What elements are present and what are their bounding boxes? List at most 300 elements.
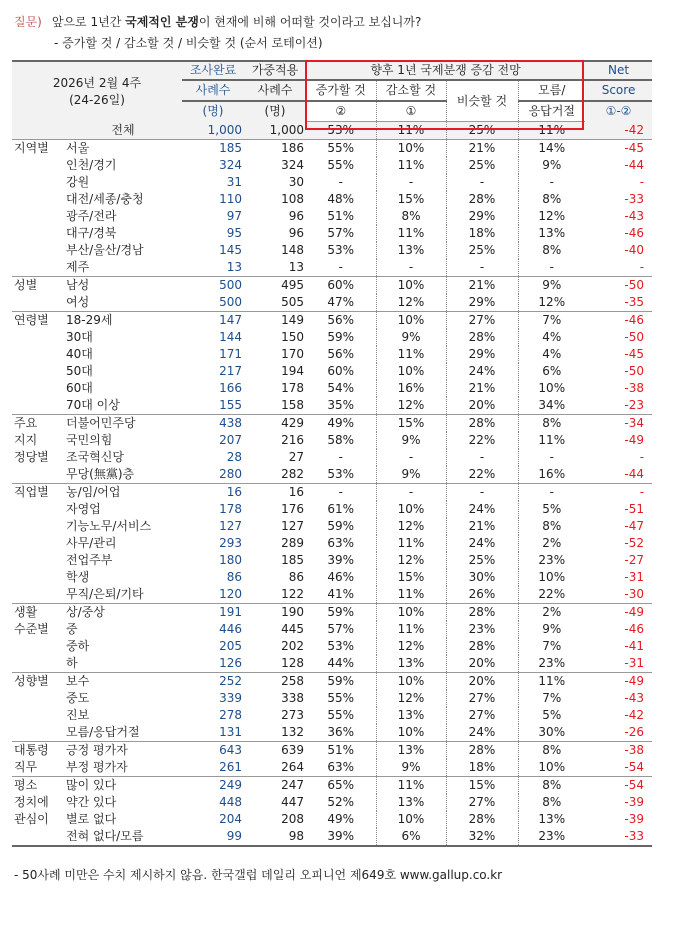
row-group: 대통령 (12, 742, 64, 760)
row-group: 직무 (14, 760, 38, 774)
table-row (12, 397, 652, 415)
row-net: -42 (624, 708, 645, 722)
row-decrease: 12% (376, 552, 446, 569)
row-dk: 7% (518, 690, 585, 707)
row-group (12, 586, 64, 604)
row-dk: 34% (518, 397, 585, 415)
row-decrease: 10% (376, 724, 446, 742)
row-same: 21% (446, 140, 518, 158)
row-group (12, 157, 64, 174)
row-subgroup: 부정 평가자 (66, 760, 128, 774)
row-increase: 41% (327, 587, 355, 601)
row-decrease: 13% (376, 794, 446, 811)
row-decrease: 15% (376, 569, 446, 586)
row-net: -39 (624, 795, 645, 809)
row-subgroup: 제주 (66, 260, 90, 274)
row-net: -40 (624, 243, 645, 257)
row-sample: 643 (182, 742, 244, 760)
row-group: 주요 (12, 415, 64, 433)
row-dk: 23% (518, 828, 585, 845)
row-dk: 14% (518, 140, 585, 158)
row-sample: 500 (182, 277, 244, 295)
row-decrease: 12% (376, 638, 446, 655)
row-weighted: 127 (281, 519, 304, 533)
row-group (12, 397, 64, 415)
row-decrease: 10% (376, 604, 446, 622)
header-date-cell (12, 61, 182, 122)
row-weighted: 282 (281, 467, 304, 481)
row-sample: 438 (182, 415, 244, 433)
table-row (12, 638, 652, 655)
row-increase: 56% (306, 312, 376, 330)
header-decrease-mark: ① (376, 101, 446, 122)
header-decrease: 감소할 것 (376, 80, 446, 101)
row-weighted: 216 (281, 433, 304, 447)
row-same: 15% (446, 777, 518, 795)
row-subgroup: 중 (66, 622, 78, 636)
row-net: -44 (624, 158, 645, 172)
row-subgroup: 대전/세종/충청 (66, 192, 144, 206)
row-group (12, 466, 64, 484)
row-increase: 53% (306, 122, 376, 140)
row-increase: 51% (306, 742, 376, 760)
row-decrease: 12% (376, 397, 446, 415)
row-subgroup: 보수 (64, 673, 182, 691)
header-sample-1: 조사완료 (182, 61, 244, 80)
row-net: -38 (585, 742, 652, 760)
row-sample: 28 (226, 450, 242, 464)
row-subgroup: 사무/관리 (66, 536, 117, 550)
row-net: -45 (585, 140, 652, 158)
row-same: 30% (446, 569, 518, 586)
row-dk: 10% (518, 759, 585, 777)
row-sample: 155 (219, 398, 242, 412)
row-subgroup: 하 (66, 656, 78, 670)
row-decrease: 13% (376, 655, 446, 673)
row-increase: 59% (306, 673, 376, 691)
row-decrease: 16% (376, 380, 446, 397)
row-decrease: 12% (376, 690, 446, 707)
row-group (12, 828, 64, 845)
row-increase: 49% (327, 812, 355, 826)
row-increase: 39% (327, 829, 355, 843)
row-net: - (639, 175, 645, 189)
row-sample: 145 (219, 243, 242, 257)
row-group: 직업별 (12, 484, 64, 502)
row-decrease: 11% (376, 225, 446, 242)
row-increase: 35% (327, 398, 355, 412)
row-increase: 55% (306, 140, 376, 158)
row-decrease: 10% (376, 811, 446, 828)
row-decrease: - (376, 174, 446, 191)
row-weighted: 264 (281, 760, 304, 774)
row-decrease: 15% (376, 415, 446, 433)
row-sample: 249 (182, 777, 244, 795)
row-increase: 65% (306, 777, 376, 795)
row-decrease: 12% (376, 518, 446, 535)
row-net: -54 (624, 760, 645, 774)
row-weighted: 338 (281, 691, 304, 705)
table-row (12, 174, 652, 191)
table-row (12, 140, 652, 158)
row-group (12, 294, 64, 312)
row-decrease: 11% (376, 122, 446, 140)
row-dk: 23% (518, 655, 585, 673)
table-row (12, 415, 652, 433)
row-dk: 9% (518, 621, 585, 638)
header-weight-2: 사례수 (244, 80, 306, 101)
row-same: 24% (446, 724, 518, 742)
row-subgroup: 자영업 (66, 502, 101, 516)
row-net: -46 (585, 312, 652, 330)
row-weighted: 30 (288, 175, 304, 189)
row-weighted: 132 (281, 725, 304, 739)
row-weighted: 122 (281, 587, 304, 601)
row-dk: 30% (518, 724, 585, 742)
row-group: 정당별 (14, 450, 49, 464)
row-group (12, 724, 64, 742)
header-dk: 모름/ (518, 80, 585, 101)
header-dk-2: 응답거절 (518, 101, 585, 122)
row-increase: 55% (327, 158, 355, 172)
row-same: 25% (446, 157, 518, 174)
row-dk: 11% (518, 673, 585, 691)
row-weighted: 247 (244, 777, 306, 795)
table-row (12, 484, 652, 502)
row-same: 23% (446, 621, 518, 638)
row-decrease: 13% (376, 742, 446, 760)
header-weight-1: 가중적용 (244, 61, 306, 80)
row-weighted: 27 (288, 450, 304, 464)
row-decrease: 10% (376, 501, 446, 518)
row-net: -49 (585, 673, 652, 691)
row-group (12, 638, 64, 655)
row-sample: 446 (219, 622, 242, 636)
row-group (12, 174, 64, 191)
table-row (12, 157, 652, 174)
row-sample: 280 (219, 467, 242, 481)
question-line-1 (14, 12, 421, 33)
row-net: -50 (624, 330, 645, 344)
table-row (12, 811, 652, 828)
row-increase: 53% (327, 639, 355, 653)
row-group: 연령별 (12, 312, 64, 330)
row-same: 28% (446, 415, 518, 433)
row-subgroup: 무당(無黨)층 (66, 467, 135, 481)
row-same: - (446, 484, 518, 502)
row-increase: - (338, 175, 343, 189)
row-subgroup: 중하 (66, 639, 90, 653)
table-row (12, 363, 652, 380)
row-decrease: 6% (376, 828, 446, 845)
row-dk: 10% (518, 569, 585, 586)
row-dk: 8% (518, 777, 585, 795)
row-increase: 49% (306, 415, 376, 433)
header-net-3: ①-② (585, 101, 652, 122)
row-increase: 59% (327, 330, 355, 344)
row-sample: 110 (219, 192, 242, 206)
row-sample: 147 (182, 312, 244, 330)
header-sample-3: (명) (182, 101, 244, 122)
row-dk: 6% (518, 363, 585, 380)
row-increase: 54% (327, 381, 355, 395)
header-sample-2: 사례수 (182, 80, 244, 101)
row-increase: 48% (327, 192, 355, 206)
row-net: -42 (585, 122, 652, 140)
row-weighted: 86 (288, 570, 304, 584)
table-row (12, 259, 652, 277)
row-weighted: 445 (281, 622, 304, 636)
row-increase: - (306, 484, 376, 502)
row-decrease: 8% (376, 208, 446, 225)
row-sample: 500 (219, 295, 242, 309)
row-dk: 7% (518, 312, 585, 330)
row-same: 21% (446, 518, 518, 535)
row-decrease: 9% (376, 432, 446, 449)
table-row (12, 277, 652, 295)
row-net: -34 (585, 415, 652, 433)
row-net: -51 (624, 502, 645, 516)
row-decrease: 10% (376, 312, 446, 330)
header-weight-3: (명) (244, 101, 306, 122)
row-same: 27% (446, 690, 518, 707)
table-row (12, 673, 652, 691)
row-subgroup: 70대 이상 (66, 398, 120, 412)
table-row (12, 828, 652, 845)
row-net: -46 (624, 226, 645, 240)
row-subgroup: 무직/은퇴/기타 (66, 587, 144, 601)
row-subgroup: 많이 있다 (64, 777, 182, 795)
row-sample: 31 (226, 175, 242, 189)
row-net: - (639, 450, 645, 464)
row-same: 20% (446, 673, 518, 691)
row-same: 27% (446, 707, 518, 724)
row-subgroup: 60대 (66, 381, 93, 395)
row-subgroup: 모름/응답거절 (66, 725, 140, 739)
row-weighted: 128 (281, 656, 304, 670)
row-sample: 1,000 (182, 122, 244, 140)
row-same: 28% (446, 742, 518, 760)
table-row (12, 329, 652, 346)
row-same: 29% (446, 294, 518, 312)
row-decrease: 11% (376, 535, 446, 552)
row-group (12, 552, 64, 569)
row-weighted: 148 (281, 243, 304, 257)
row-net: -30 (624, 587, 645, 601)
header-date: 2026년 2월 4주 (52, 75, 142, 90)
table-row (12, 501, 652, 518)
row-subgroup: 50대 (66, 364, 93, 378)
row-group (12, 655, 64, 673)
header-group-title: 향후 1년 국제분쟁 증감 전망 (306, 61, 585, 80)
row-same: 29% (446, 346, 518, 363)
row-same: 25% (446, 552, 518, 569)
row-net: - (639, 260, 645, 274)
table-row (12, 346, 652, 363)
row-subgroup: 인천/경기 (66, 158, 117, 172)
row-same: - (446, 449, 518, 466)
row-decrease: 11% (376, 586, 446, 604)
row-sample: 324 (219, 158, 242, 172)
table-row (12, 586, 652, 604)
row-sample: 180 (219, 553, 242, 567)
row-same: 21% (446, 277, 518, 295)
row-increase: 59% (306, 604, 376, 622)
row-sample: 97 (226, 209, 242, 223)
row-subgroup: 약간 있다 (66, 795, 117, 809)
row-dk: 9% (518, 157, 585, 174)
row-increase: 60% (327, 364, 355, 378)
question-label: 질문) (14, 15, 42, 29)
row-decrease: 9% (376, 759, 446, 777)
header-same: 비슷할 것 (446, 80, 518, 122)
row-sample: 204 (219, 812, 242, 826)
row-sample: 217 (219, 364, 242, 378)
row-decrease: - (376, 449, 446, 466)
question-block (14, 12, 421, 54)
row-subgroup: 부산/울산/경남 (66, 243, 144, 257)
row-weighted: 324 (281, 158, 304, 172)
table-row (12, 690, 652, 707)
row-dk: 4% (518, 329, 585, 346)
row-net: -33 (624, 192, 645, 206)
row-sample: 13 (226, 260, 242, 274)
row-group (12, 191, 64, 208)
row-subgroup: 기능노무/서비스 (66, 519, 152, 533)
row-decrease: - (376, 259, 446, 277)
row-dk: 2% (518, 604, 585, 622)
row-group (12, 501, 64, 518)
row-decrease: 10% (376, 363, 446, 380)
row-dk: - (518, 174, 585, 191)
row-increase: 51% (327, 209, 355, 223)
question-text-pre: 앞으로 1년간 (51, 15, 126, 29)
row-net: -49 (624, 433, 645, 447)
row-dk: - (518, 484, 585, 502)
row-increase: - (338, 450, 343, 464)
row-group (12, 707, 64, 724)
row-increase: 44% (327, 656, 355, 670)
row-same: 20% (446, 655, 518, 673)
row-dk: 11% (518, 122, 585, 140)
row-sample: 127 (219, 519, 242, 533)
row-decrease: 11% (376, 346, 446, 363)
header-net-1: Net (585, 61, 652, 80)
row-increase: - (338, 260, 343, 274)
row-dk: 13% (518, 225, 585, 242)
row-group (12, 329, 64, 346)
table-row (12, 518, 652, 535)
row-subgroup: 서울 (64, 140, 182, 158)
row-increase: 46% (327, 570, 355, 584)
row-net: -33 (624, 829, 645, 843)
table-row (12, 432, 652, 449)
row-subgroup: 18-29세 (64, 312, 182, 330)
row-subgroup: 조국혁신당 (66, 450, 124, 464)
row-same: 24% (446, 363, 518, 380)
row-decrease: 11% (376, 777, 446, 795)
row-sample: 166 (219, 381, 242, 395)
row-same: 24% (446, 535, 518, 552)
row-subgroup: 강원 (66, 175, 90, 189)
row-net: -44 (624, 467, 645, 481)
row-decrease: 13% (376, 707, 446, 724)
table-row (12, 449, 652, 466)
row-same: 26% (446, 586, 518, 604)
row-same: 28% (446, 191, 518, 208)
row-net: -47 (624, 519, 645, 533)
table-row (12, 794, 652, 811)
row-dk: 12% (518, 294, 585, 312)
row-dk: 5% (518, 707, 585, 724)
row-dk: 4% (518, 346, 585, 363)
row-dk: 8% (518, 415, 585, 433)
header-date-range: (24-26일) (69, 92, 125, 107)
row-net: - (585, 484, 652, 502)
row-same: 27% (446, 794, 518, 811)
table-row (12, 294, 652, 312)
row-subgroup: 대구/경북 (66, 226, 117, 240)
table-row (12, 312, 652, 330)
row-sample: 191 (182, 604, 244, 622)
row-group: 관심이 (14, 812, 49, 826)
table-row (12, 777, 652, 795)
row-increase: 47% (327, 295, 355, 309)
row-weighted: 1,000 (244, 122, 306, 140)
row-same: 25% (446, 242, 518, 259)
row-group (12, 346, 64, 363)
row-decrease: 10% (376, 140, 446, 158)
row-decrease: 11% (376, 621, 446, 638)
row-weighted: 178 (281, 381, 304, 395)
row-subgroup: 30대 (66, 330, 93, 344)
row-dk: 8% (518, 191, 585, 208)
row-same: - (446, 174, 518, 191)
row-net: -43 (624, 691, 645, 705)
row-sample: 339 (219, 691, 242, 705)
row-sample: 99 (226, 829, 242, 843)
row-subgroup: 진보 (66, 708, 90, 722)
row-increase: 57% (327, 622, 355, 636)
table-row (12, 191, 652, 208)
header-net-2: Score (585, 80, 652, 101)
row-subgroup: 40대 (66, 347, 93, 361)
row-same: 29% (446, 208, 518, 225)
row-subgroup: 전업주부 (66, 553, 113, 567)
row-net: -49 (585, 604, 652, 622)
row-net: -31 (624, 656, 645, 670)
row-weighted: 202 (281, 639, 304, 653)
row-dk: 8% (518, 794, 585, 811)
row-group: 생활 (12, 604, 64, 622)
row-subgroup: 중도 (66, 691, 90, 705)
row-decrease: - (376, 484, 446, 502)
row-same: 22% (446, 432, 518, 449)
row-decrease: 10% (376, 673, 446, 691)
row-same: 18% (446, 225, 518, 242)
row-weighted: 208 (281, 812, 304, 826)
row-weighted: 505 (281, 295, 304, 309)
results-table (12, 60, 652, 845)
row-sample: 178 (219, 502, 242, 516)
row-dk: 5% (518, 501, 585, 518)
row-net: -45 (624, 347, 645, 361)
row-dk: 8% (518, 242, 585, 259)
row-group: 정치에 (14, 795, 49, 809)
row-same: 25% (446, 122, 518, 140)
row-increase: 57% (327, 226, 355, 240)
row-sample: 171 (219, 347, 242, 361)
